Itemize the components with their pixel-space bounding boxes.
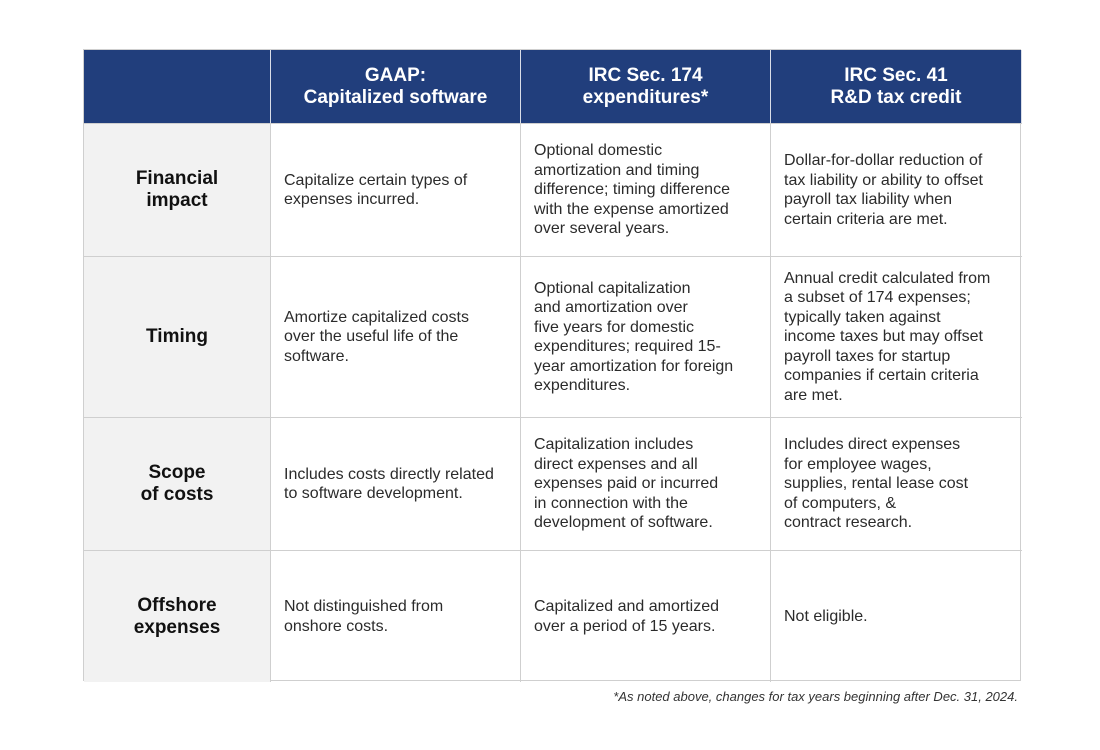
- cell-financial-gaap: Capitalize certain types of expenses incurred.: [271, 123, 521, 256]
- header-empty: [84, 50, 271, 123]
- row-label-financial-impact: Financial impact: [84, 123, 271, 256]
- cell-timing-41: Annual credit calculated from a subset of 174 expenses; typically taken against income taxes but may offset payroll taxes for startup companies if certain criteria are met.: [771, 256, 1022, 417]
- row-label-offshore-expenses: Offshore expenses: [84, 550, 271, 682]
- row-label-timing: Timing: [84, 256, 271, 417]
- cell-scope-41: Includes direct expenses for employee wages, supplies, rental lease cost of computers, & contract research.: [771, 417, 1022, 550]
- cell-financial-41: Dollar-for-dollar reduction of tax liability or ability to offset payroll tax liability when certain criteria are met.: [771, 123, 1022, 256]
- cell-timing-gaap: Amortize capitalized costs over the useful life of the software.: [271, 256, 521, 417]
- cell-scope-gaap: Includes costs directly related to software development.: [271, 417, 521, 550]
- cell-offshore-gaap: Not distinguished from onshore costs.: [271, 550, 521, 682]
- cell-scope-174: Capitalization includes direct expenses and all expenses paid or incurred in connection with the development of software.: [521, 417, 771, 550]
- cell-offshore-174: Capitalized and amortized over a period of 15 years.: [521, 550, 771, 682]
- row-label-scope-of-costs: Scope of costs: [84, 417, 271, 550]
- cell-financial-174: Optional domestic amortization and timing difference; timing difference with the expense amortized over several years.: [521, 123, 771, 256]
- comparison-table: [83, 49, 1021, 681]
- cell-offshore-41: Not eligible.: [771, 550, 1022, 682]
- header-irc-41: IRC Sec. 41 R&D tax credit: [771, 50, 1022, 123]
- footnote: *As noted above, changes for tax years beginning after Dec. 31, 2024.: [613, 689, 1018, 704]
- header-irc-174: IRC Sec. 174 expenditures*: [521, 50, 771, 123]
- header-gaap: GAAP: Capitalized software: [271, 50, 521, 123]
- cell-timing-174: Optional capitalization and amortization over five years for domestic expenditures; required 15- year amortization for foreign expenditures.: [521, 256, 771, 417]
